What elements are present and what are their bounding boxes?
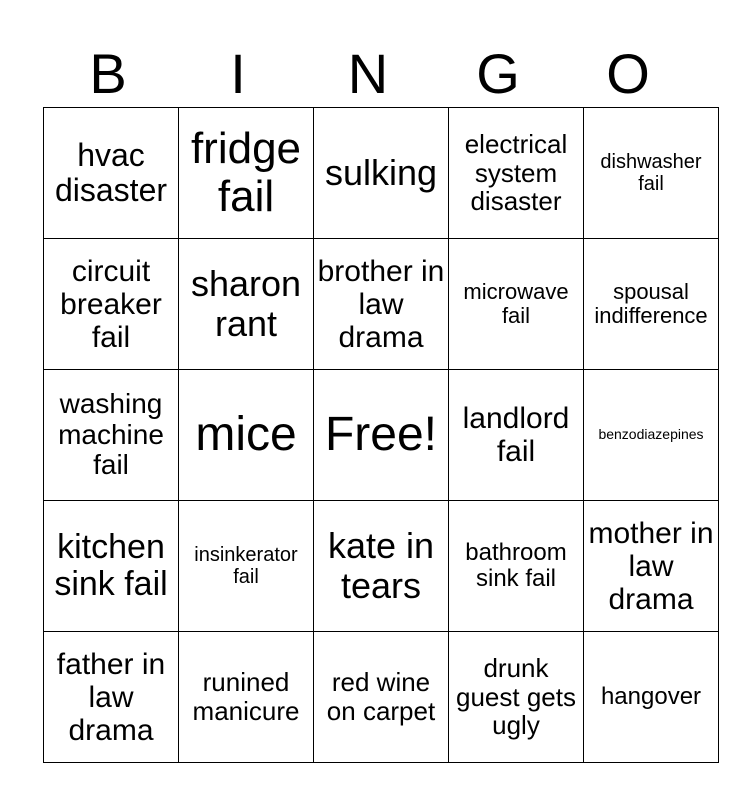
header-letter-b: B bbox=[89, 42, 127, 105]
bingo-cell[interactable]: circuit breaker fail bbox=[44, 239, 179, 370]
header-letter-n: N bbox=[347, 42, 389, 105]
bingo-cell[interactable]: bathroom sink fail bbox=[449, 501, 584, 632]
bingo-cell[interactable]: sharon rant bbox=[179, 239, 314, 370]
bingo-cell[interactable]: kitchen sink fail bbox=[44, 501, 179, 632]
bingo-cell[interactable]: dishwasher fail bbox=[584, 108, 719, 239]
bingo-cell[interactable]: mice bbox=[179, 370, 314, 501]
bingo-cell[interactable]: spousal indifference bbox=[584, 239, 719, 370]
header-letter-i: I bbox=[230, 42, 246, 105]
bingo-cell[interactable]: benzodiazepines bbox=[584, 370, 719, 501]
bingo-cell[interactable]: insinkerator fail bbox=[179, 501, 314, 632]
bingo-cell[interactable]: mother in law drama bbox=[584, 501, 719, 632]
bingo-cell[interactable]: fridge fail bbox=[179, 108, 314, 239]
bingo-cell[interactable]: brother in law drama bbox=[314, 239, 449, 370]
bingo-cell[interactable]: sulking bbox=[314, 108, 449, 239]
header-letter-o: O bbox=[606, 42, 650, 105]
bingo-board bbox=[43, 107, 719, 763]
header-letter-g: G bbox=[476, 42, 520, 105]
bingo-cell[interactable]: washing machine fail bbox=[44, 370, 179, 501]
board-row bbox=[44, 501, 719, 632]
bingo-cell[interactable]: landlord fail bbox=[449, 370, 584, 501]
bingo-cell[interactable]: red wine on carpet bbox=[314, 632, 449, 763]
bingo-cell[interactable]: father in law drama bbox=[44, 632, 179, 763]
board-row bbox=[44, 632, 719, 763]
bingo-cell[interactable]: drunk guest gets ugly bbox=[449, 632, 584, 763]
board-row bbox=[44, 108, 719, 239]
bingo-cell[interactable]: kate in tears bbox=[314, 501, 449, 632]
board-row bbox=[44, 239, 719, 370]
bingo-cell[interactable]: electrical system disaster bbox=[449, 108, 584, 239]
bingo-cell[interactable]: hvac disaster bbox=[44, 108, 179, 239]
bingo-header bbox=[43, 40, 693, 108]
bingo-cell[interactable]: microwave fail bbox=[449, 239, 584, 370]
bingo-cell[interactable]: Free! bbox=[314, 370, 449, 501]
bingo-cell[interactable]: runined manicure bbox=[179, 632, 314, 763]
bingo-cell[interactable]: hangover bbox=[584, 632, 719, 763]
board-row bbox=[44, 370, 719, 501]
